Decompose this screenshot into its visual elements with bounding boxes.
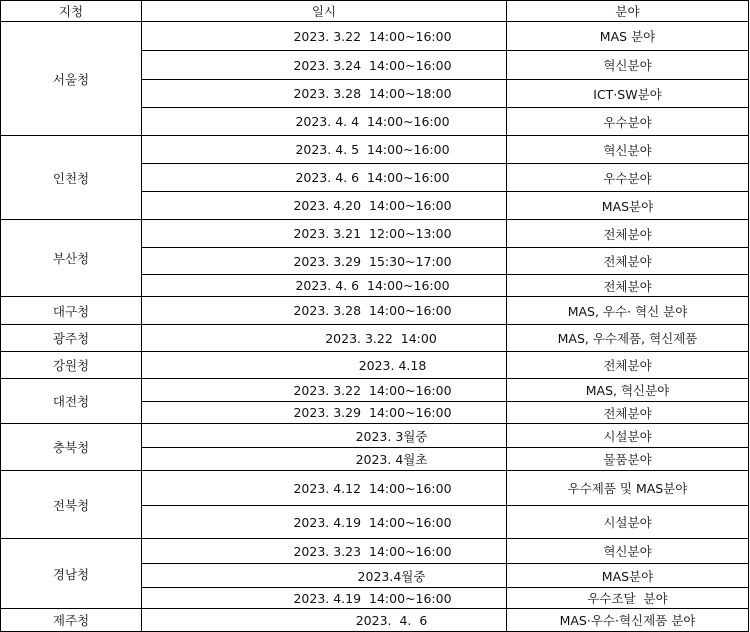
datetime-cell: 2023.4월중 [142,564,507,588]
datetime-cell: 2023. 3.29 14:00~16:00 [142,402,507,424]
header-datetime: 일시 [142,1,507,22]
datetime-cell: 2023. 4.19 14:00~16:00 [142,506,507,539]
field-cell: MAS, 우수· 혁신 분야 [507,297,749,325]
table-row [1,539,749,564]
field-cell: 시설분야 [507,506,749,539]
datetime-cell: 2023. 3.29 15:30~17:00 [142,248,507,275]
field-cell: 우수분야 [507,164,749,192]
datetime-cell: 2023. 3.28 14:00~16:00 [142,297,507,325]
schedule-body [1,22,749,632]
field-cell: 혁신분야 [507,539,749,564]
region-cell: 경남청 [1,539,142,609]
datetime-cell: 2023. 3.22 14:00~16:00 [142,379,507,402]
table-row [1,424,749,448]
datetime-cell: 2023. 4.12 14:00~16:00 [142,471,507,506]
field-cell: 물품분야 [507,448,749,471]
table-row [1,22,749,51]
datetime-cell: 2023. 3.22 14:00 [142,325,507,352]
datetime-cell: 2023. 4. 6 [142,609,507,632]
region-cell: 제주청 [1,609,142,632]
field-cell: MAS 분야 [507,22,749,51]
table-row [1,471,749,506]
table-row [1,297,749,325]
table-row [1,136,749,164]
region-cell: 광주청 [1,325,142,352]
datetime-cell: 2023. 4월초 [142,448,507,471]
table-row [1,352,749,379]
field-cell: 전체분야 [507,275,749,297]
field-cell: 우수분야 [507,108,749,136]
field-cell: 전체분야 [507,402,749,424]
field-cell: 우수제품 및 MAS분야 [507,471,749,506]
table-row [1,325,749,352]
field-cell: ICT·SW분야 [507,80,749,108]
header-row [1,1,749,22]
field-cell: MAS분야 [507,564,749,588]
datetime-cell: 2023. 3.21 12:00~13:00 [142,220,507,248]
table-row [1,609,749,632]
field-cell: 전체분야 [507,248,749,275]
field-cell: 혁신분야 [507,136,749,164]
field-cell: 전체분야 [507,220,749,248]
datetime-cell: 2023. 4. 5 14:00~16:00 [142,136,507,164]
field-cell: 시설분야 [507,424,749,448]
region-cell: 부산청 [1,220,142,297]
datetime-cell: 2023. 4.19 14:00~16:00 [142,588,507,609]
region-cell: 대전청 [1,379,142,424]
datetime-cell: 2023. 3.24 14:00~16:00 [142,51,507,80]
field-cell: MAS, 우수제품, 혁신제품 [507,325,749,352]
region-cell: 인천청 [1,136,142,220]
field-cell: 혁신분야 [507,51,749,80]
region-cell: 전북청 [1,471,142,539]
datetime-cell: 2023. 4. 6 14:00~16:00 [142,275,507,297]
datetime-cell: 2023. 3.23 14:00~16:00 [142,539,507,564]
datetime-cell: 2023. 3월중 [142,424,507,448]
region-cell: 서울청 [1,22,142,136]
table-row [1,220,749,248]
table-row [1,379,749,402]
datetime-cell: 2023. 4.18 [142,352,507,379]
datetime-cell: 2023. 4. 6 14:00~16:00 [142,164,507,192]
header-region: 지청 [1,1,142,22]
datetime-cell: 2023. 4.20 14:00~16:00 [142,192,507,220]
region-cell: 대구청 [1,297,142,325]
field-cell: MAS, 혁신분야 [507,379,749,402]
field-cell: 전체분야 [507,352,749,379]
datetime-cell: 2023. 3.28 14:00~18:00 [142,80,507,108]
field-cell: MAS분야 [507,192,749,220]
datetime-cell: 2023. 4. 4 14:00~16:00 [142,108,507,136]
region-cell: 충북청 [1,424,142,471]
region-cell: 강원청 [1,352,142,379]
datetime-cell: 2023. 3.22 14:00~16:00 [142,22,507,51]
header-field: 분야 [507,1,749,22]
field-cell: 우수조달 분야 [507,588,749,609]
field-cell: MAS·우수·혁신제품 분야 [507,609,749,632]
